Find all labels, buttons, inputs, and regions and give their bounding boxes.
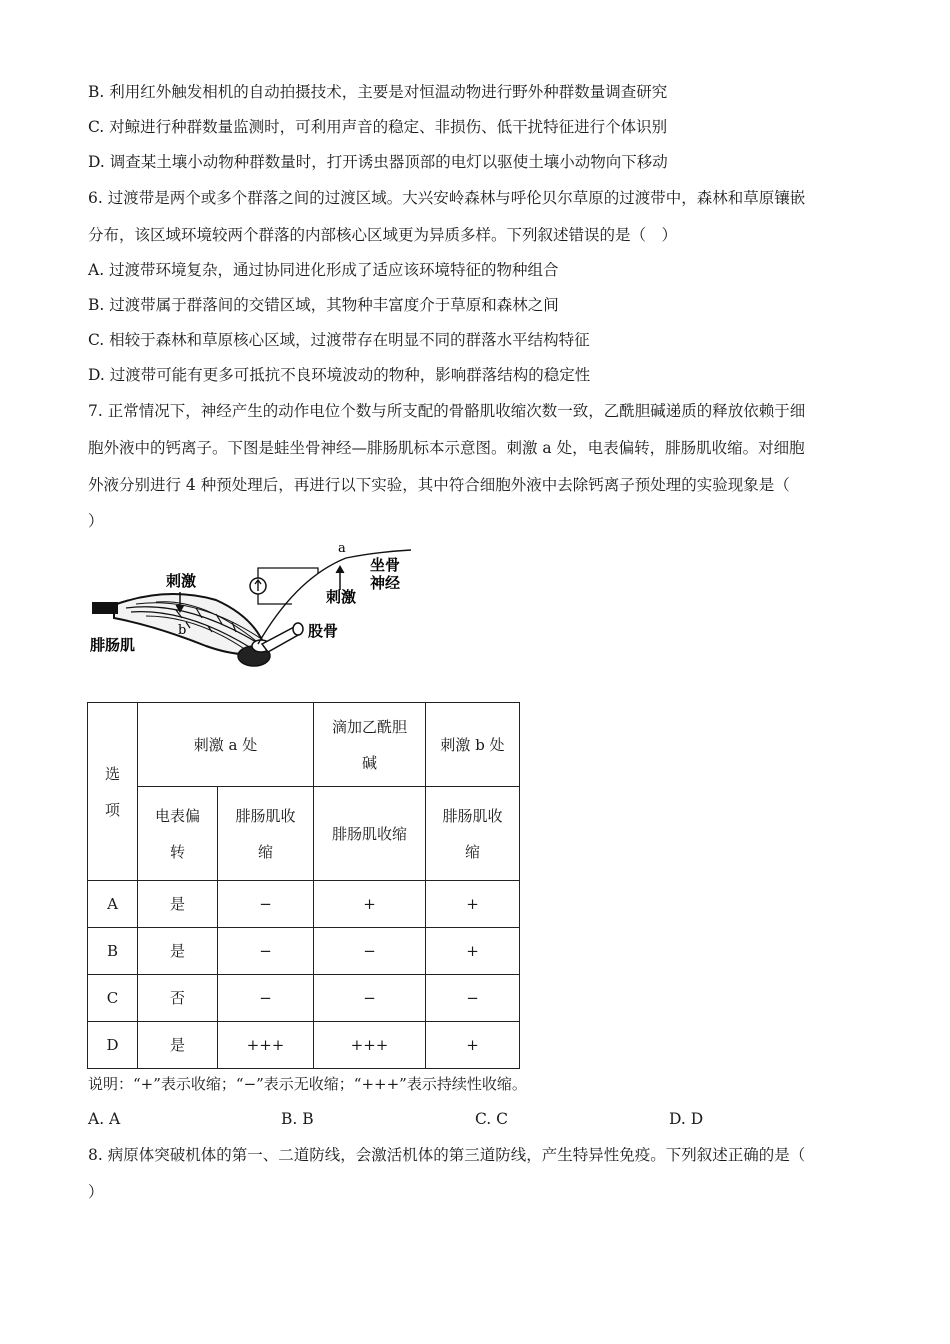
option-b-line: B. 利用红外触发相机的自动拍摄技术，主要是对恒温动物进行野外种群数量调查研究 — [88, 83, 668, 101]
row-deflect: 是 — [138, 928, 218, 975]
choice-d: D. D — [669, 1110, 704, 1128]
q6-option-c: C. 相较于森林和草原核心区域，过渡带存在明显不同的群落水平结构特征 — [88, 331, 590, 349]
table-note: 说明：“+”表示收缩；“−”表示无收缩；“+++”表示持续性收缩。 — [88, 1075, 527, 1093]
row-contract-b: + — [426, 928, 520, 975]
row-contract-b: + — [426, 1022, 520, 1069]
header-stimulus-b: 刺激 b 处 — [426, 703, 520, 787]
row-contract-b: + — [426, 881, 520, 928]
subheader-contract-b: 腓肠肌收缩 — [426, 787, 520, 881]
subheader-contract-a: 腓肠肌收缩 — [218, 787, 314, 881]
row-contract-ach: − — [314, 928, 426, 975]
label-a: a — [338, 541, 346, 556]
question-7-line-2: 胞外液中的钙离子。下图是蛙坐骨神经—腓肠肌标本示意图。刺激 a 处，电表偏转，腓肠肌收缩。对细胞 — [88, 439, 805, 457]
row-option: C — [88, 975, 138, 1022]
row-deflect: 是 — [138, 881, 218, 928]
choice-b: B. B — [281, 1110, 314, 1128]
label-muscle: 腓肠肌 — [90, 636, 136, 654]
choice-c: C. C — [475, 1110, 509, 1128]
q6-option-a: A. 过渡带环境复杂，通过协同进化形成了适应该环境特征的物种组合 — [88, 261, 559, 279]
header-stimulus-a: 刺激 a 处 — [138, 703, 314, 787]
option-d-line: D. 调查某土壤小动物种群数量时，打开诱虫器顶部的电灯以驱使土壤小动物向下移动 — [88, 153, 668, 171]
row-option: A — [88, 881, 138, 928]
subheader-deflect: 电表偏转 — [138, 787, 218, 881]
nerve-muscle-diagram — [86, 538, 416, 678]
table-row — [88, 975, 520, 1022]
question-8-line-1: 8. 病原体突破机体的第一、二道防线，会激活机体的第三道防线，产生特异性免疫。下列叙述正确的是（ — [88, 1146, 806, 1164]
tendon — [92, 602, 118, 614]
question-7-line-1: 7. 正常情况下，神经产生的动作电位个数与所支配的骨骼肌收缩次数一致，乙酰胆碱递质的释放依赖于细 — [88, 402, 806, 420]
row-contract-a: − — [218, 928, 314, 975]
subheader-contract-ach: 腓肠肌收缩 — [314, 787, 426, 881]
label-stimulus-left: 刺激 — [166, 572, 197, 590]
options-table — [87, 702, 520, 1069]
question-6-line-2: 分布，该区域环境较两个群落的内部核心区域更为异质多样。下列叙述错误的是（ ） — [88, 226, 678, 244]
q6-option-d: D. 过渡带可能有更多可抵抗不良环境波动的物种，影响群落结构的稳定性 — [88, 366, 591, 384]
row-deflect: 否 — [138, 975, 218, 1022]
gastrocnemius-muscle — [114, 594, 266, 654]
row-contract-a: − — [218, 975, 314, 1022]
q6-option-b: B. 过渡带属于群落间的交错区域，其物种丰富度介于草原和森林之间 — [88, 296, 559, 314]
label-nerve-1: 坐骨 — [370, 556, 401, 574]
table-row — [88, 928, 520, 975]
label-b: b — [178, 623, 187, 638]
row-contract-ach: − — [314, 975, 426, 1022]
row-contract-a: +++ — [218, 1022, 314, 1069]
question-7-line-4: ） — [88, 512, 104, 530]
question-6-line-1: 6. 过渡带是两个或多个群落之间的过渡区域。大兴安岭森林与呼伦贝尔草原的过渡带中，森林和草原镶嵌 — [88, 189, 806, 207]
option-c-line: C. 对鲸进行种群数量监测时，可利用声音的稳定、非损伤、低干扰特征进行个体识别 — [88, 118, 668, 136]
row-contract-ach: + — [314, 881, 426, 928]
label-femur: 股骨 — [308, 622, 339, 640]
label-stimulus-right: 刺激 — [326, 588, 357, 606]
question-7-line-3: 外液分别进行 4 种预处理后，再进行以下实验，其中符合细胞外液中去除钙离子预处理的实验现象是（ — [88, 476, 790, 494]
row-deflect: 是 — [138, 1022, 218, 1069]
row-option: B — [88, 928, 138, 975]
row-contract-b: − — [426, 975, 520, 1022]
galvanometer-icon — [250, 578, 266, 594]
table-row — [88, 881, 520, 928]
header-option: 选项 — [88, 703, 138, 881]
row-contract-ach: +++ — [314, 1022, 426, 1069]
label-nerve-2: 神经 — [370, 574, 401, 592]
row-contract-a: − — [218, 881, 314, 928]
table-row — [88, 1022, 520, 1069]
question-8-line-2: ） — [88, 1183, 104, 1201]
header-acetylcholine: 滴加乙酰胆碱 — [314, 703, 426, 787]
row-option: D — [88, 1022, 138, 1069]
choice-a: A. A — [88, 1110, 121, 1128]
